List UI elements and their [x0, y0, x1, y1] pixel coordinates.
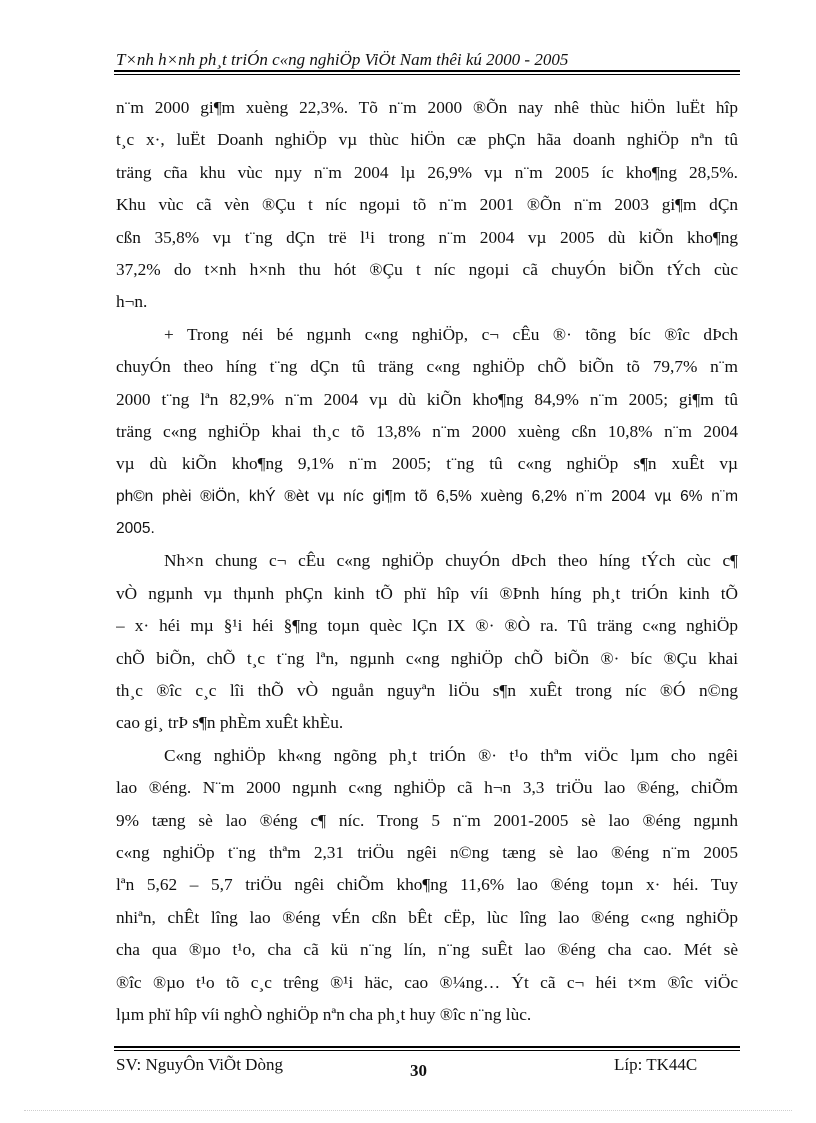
- text-line: chÕ biÕn, chÕ t¸c t¨ng lªn, ngµnh c«ng nghiÖp chÕ biÕn ®· bíc ®Çu khai: [116, 648, 738, 668]
- paragraph-first-line: Nh×n chung c¬ cÊu c«ng nghiÖp chuyÓn dÞch theo híng tÝch cùc c¶: [164, 551, 738, 571]
- text-line: lao ®éng. N¨m 2000 ngµnh c«ng nghiÖp cã h¬n 3,3 triÖu lao ®éng, chiÕm: [116, 778, 738, 798]
- document-body: [116, 92, 738, 1031]
- text-line: chuyÓn theo híng t¨ng dÇn tû träng c«ng nghiÖp chÕ biÕn tõ 79,7% n¨m: [116, 357, 738, 377]
- text-line: c«ng nghiÖp t¨ng thªm 2,31 triÖu ngêi n©ng tæng sè lao ®éng n¨m 2005: [116, 842, 738, 862]
- text-line: träng c«ng nghiÖp khai th¸c tõ 13,8% n¨m 2000 xuèng cßn 10,8% n¨m 2004: [116, 421, 738, 441]
- header-rule-thin: [114, 74, 740, 75]
- text-line: lµm phï hîp víi nghÒ nghiÖp nªn cha ph¸t huy ®îc n¨ng lùc.: [116, 1004, 532, 1024]
- text-line: lªn 5,62 – 5,7 triÖu ngêi chiÕm kho¶ng 11,6% lao ®éng toµn x· héi. Tuy: [116, 875, 738, 895]
- text-line: 37,2% do t×nh h×nh thu hót ®Çu t níc ngoµi cã chuyÓn biÕn tÝch cùc: [116, 259, 738, 279]
- footer-author: SV: NguyÔn ViÕt Dòng: [116, 1055, 283, 1074]
- text-line: 2000 t¨ng lªn 82,9% n¨m 2004 vµ dù kiÕn kho¶ng 84,9% n¨m 2005; gi¶m tû: [116, 389, 738, 409]
- text-line: cao gi¸ trÞ s¶n phÈm xuÊt khÈu.: [116, 713, 344, 733]
- paragraph-first-line: C«ng nghiÖp kh«ng ngõng ph¸t triÓn ®· t¹o thªm viÖc lµm cho ngêi: [164, 745, 738, 765]
- footer-class: Líp: TK44C: [614, 1055, 698, 1074]
- text-line: n¨m 2000 gi¶m xuèng 22,3%. Tõ n¨m 2000 ®Õn nay nhê thùc hiÖn luËt hîp: [116, 98, 738, 117]
- text-line: 9% tæng sè lao ®éng c¶ níc. Trong 5 n¨m 2001-2005 sè lao ®éng ngµnh: [116, 810, 738, 830]
- text-line: ®îc ®µo t¹o tõ c¸c trêng ®¹i häc, cao ®¼ng… Ýt cã c¬ héi t×m ®îc viÖc: [116, 972, 738, 992]
- page-number: 30: [410, 1061, 427, 1080]
- page-header-title: T×nh h×nh ph¸t triÓn c«ng nghiÖp ViÖt Nam thêi kú 2000 - 2005: [116, 50, 569, 69]
- text-line: – x· héi mµ §¹i héi §¶ng toµn quèc lÇn IX ®· ®Ò ra. Tû träng c«ng nghiÖp: [116, 616, 738, 636]
- paragraph-first-line: + Trong néi bé ngµnh c«ng nghiÖp, c¬ cÊu ®· tõng bíc ®îc dÞch: [164, 324, 738, 344]
- footer-rule-thick: [114, 1046, 740, 1048]
- text-line: th¸c ®îc c¸c lîi thÕ vÒ nguån nguyªn liÖu s¶n xuÊt trong níc ®Ó n©ng: [116, 681, 738, 701]
- text-line: t¸c x·, luËt Doanh nghiÖp vµ thùc hiÖn cæ phÇn hãa doanh nghiÖp nªn tû: [116, 130, 738, 150]
- text-line: vÒ ngµnh vµ thµnh phÇn kinh tÕ phï hîp víi ®Þnh híng ph¸t triÓn kinh tÕ: [116, 583, 738, 603]
- page-edge-divider: [24, 1110, 792, 1111]
- text-line: cha qua ®µo t¹o, cha cã kü n¨ng lín, n¨ng suÊt lao ®éng cha cao. Mét sè: [116, 940, 738, 960]
- text-line: ph©n phèi ®iÖn, khÝ ®èt vµ níc gi¶m tõ 6,5% xuèng 6,2% n¨m 2004 vµ 6% n¨m: [116, 487, 738, 505]
- footer-rule-thin: [114, 1050, 740, 1051]
- header-rule-thick: [114, 70, 740, 72]
- text-line: h¬n.: [116, 292, 148, 312]
- text-line: cßn 35,8% vµ t¨ng dÇn trë l¹i trong n¨m 2004 vµ 2005 dù kiÕn kho¶ng: [116, 227, 738, 247]
- text-line: träng cña khu vùc nµy n¨m 2004 lµ 26,9% vµ n¨m 2005 íc kho¶ng 28,5%.: [116, 162, 738, 182]
- text-line: nhiªn, chÊt lîng lao ®éng vÉn cßn bÊt cËp, lùc lîng lao ®éng c«ng nghiÖp: [116, 907, 738, 927]
- text-line: Khu vùc cã vèn ®Çu t níc ngoµi tõ n¨m 2001 ®Õn n¨m 2003 gi¶m dÇn: [116, 195, 738, 215]
- text-line: vµ dù kiÕn kho¶ng 9,1% n¨m 2005; t¨ng tû c«ng nghiÖp s¶n xuÊt vµ: [116, 454, 738, 474]
- text-line: 2005.: [116, 520, 155, 538]
